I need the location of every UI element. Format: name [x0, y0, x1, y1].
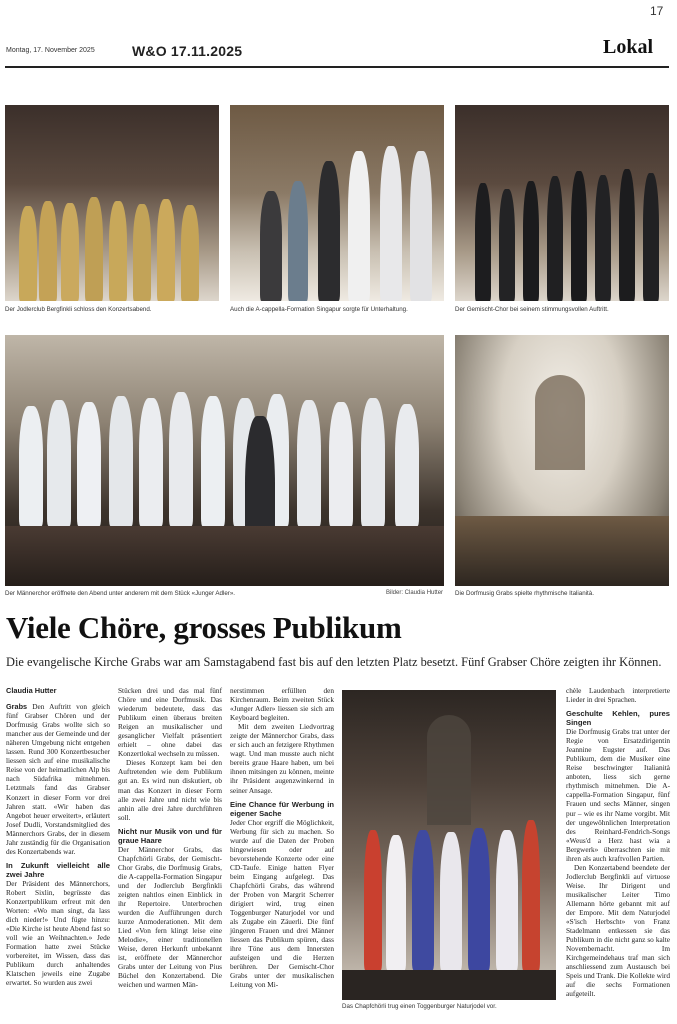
- col2-paragraph-1: Stücken drei und das mal fünf Chöre und eine Dorfmusik. Das wiederum bedeutete, dass das Publikum einen überaus breiten Reigen an musikalischer und gesanglicher Vielfalt präsentiert erhielt – ohne dabei das Konzertlokal wechseln zu müssen.: [118, 686, 222, 759]
- col4-paragraph-3: Den Konzertabend beendete der Jodlerclub Bergfinkli auf virtuose Weise. Ihr Dirigent und musikalischer Leiter Timo Allemann hörte gebannt mit auf der Empore. Mit dem Naturjodel «S'isch Herbscht» von Franz Stadelmann entkessen sie das Publikum in die nicht ganz so kalte Novembernacht. Im Kirchgemeindehaus traf man sich anschliessend zum Austausch bei Speis und Trank. Die Kollekte wird auf die sechs Formationen aufgeteilt.: [566, 862, 670, 999]
- article-column-4: [566, 686, 670, 999]
- col1-paragraph-2: Der Präsident des Männerchors, Robert Sixlin, begrüsste das Konzertpublikum erfreut mit den Worten: «Wo man singt, da lass dich nieder!» Und fügte hinzu: «Die Kirche ist heute Abend fast so voll wie an Weihnachten.» Jede Formation hatte zwei Stücke vorbereitet, im Wissen, dass das Publikum durch anhaltendes Klatschen jeweils eine Zugabe erwartet. So wurden aus zwei: [6, 878, 110, 988]
- col2-subheading: Nicht nur Musik von und für graue Haare: [118, 826, 222, 845]
- edition-label: W&O 17.11.2025: [132, 43, 243, 59]
- col1-paragraph-1: Den Auftritt von gleich fünf Grabser Chören und der Dorfmusig Grabs wollte sich so mancher aus der Gemeinde und der näheren Umgebung nicht entgehen lassen. Rund 300 Konzertbesucher liessen sich auf eine musikalische Reise von der heimatlichen Alp bis nach Südafrika mitnehmen. Letztmals fand das Grabser Konzert in dieser Form vor drei Jahren statt. «Wir haben das Angebot heuer erweitert», erläutert Josef Dudli, Vorstandsmitglied des Männerchors Grabs, der in diesem Jahr zuständig für die Organisation des Konzertabends war.: [6, 702, 110, 856]
- col1-subheading: In Zukunft vielleicht alle zwei Jahre: [6, 860, 110, 879]
- article-column-1: [6, 686, 110, 987]
- caption-chapfchoerli: Das Chapfchörli trug einen Toggenburger Naturjodel vor.: [342, 1003, 497, 1010]
- caption-singapur: Auch die A-cappella-Formation Singapur sorgte für Unterhaltung.: [230, 306, 408, 313]
- photo-credit: Bilder: Claudia Hutter: [386, 590, 444, 596]
- article-lead: Die evangelische Kirche Grabs war am Samstagabend fast bis auf den letzten Platz besetzt. Fünf Grabser Chöre zeigten ihr Können.: [6, 655, 662, 669]
- caption-jodlerclub: Der Jodlerclub Bergfinkli schloss den Konzertsabend.: [5, 306, 152, 313]
- article-headline: Viele Chöre, grosses Publikum: [6, 610, 402, 645]
- photo-chapfchoerli: [342, 690, 556, 1000]
- col4-paragraph-2: Die Dorfmusig Grabs trat unter der Regie von Ersatzdirigentin Jeannine Eugster auf. Das Publikum, dem die Musiker eine Reise beschwingter Italianità anboten, liess sich gerne rhythmisch mitnehmen. Die A-cappella-Formation Singapur, fünf Frauen und sechs Männer, singen pur – wie es ihr Name vorgibt. Mit der ungewöhnlichen Interpretation des Reinhard-Fendrich-Songs «Weus'd a Herz hast wia a Bergwerk» überraschten sie mit ihren als auch kraftvollen Partien.: [566, 727, 670, 863]
- caption-gemischt-chor: Der Gemischt-Chor bei seinem stimmungsvollen Auftritt.: [455, 306, 609, 313]
- article-column-3: [230, 686, 334, 989]
- dateline: Grabs: [6, 702, 28, 712]
- col2-paragraph-2: Dieses Konzept kam bei den Auftretenden wie dem Publikum gut an. Es wird nun diskutiert, ob man das Konzert in dieser Form alle zwei Jahre und nicht wie bis anhin alle drei Jahre durchführen soll.: [118, 758, 222, 822]
- issue-date: Montag, 17. November 2025: [6, 47, 95, 54]
- article-author: Claudia Hutter: [6, 686, 57, 695]
- col3-paragraph-3: Jeder Chor ergriff die Möglichkeit, Werbung für sich zu machen. So wurde auf die Daten der Proben hingewiesen oder auf bevorstehende Konzerte oder eine CD-Taufe. Einige hatten Flyer beim Eingang aufgelegt. Das Chapfchörli Grabs, das während der Proben von Margrit Scherrer dirigiert wird, trug einen Toggenburger Naturjodel vor und als Zugabe ein Zäuerli. Die fünf jüngeren Frauen und drei Männer liessen das Publikum spüren, dass ihre Töne aus dem Innersten aufsteigen und die Herzen berühren. Der Gemischt-Chor Grabs unter der musikalischen Leitung von Mi-: [230, 817, 334, 990]
- photo-gemischt-chor: [455, 105, 669, 301]
- col3-paragraph-2: Mit dem zweiten Liedvortrag zeigte der Männerchor Grabs, dass er sich auch an fetzigere Rhythmen wagt. Und man musste auch nicht bereits graue Haare haben, um bei ihnen mitsingen zu können, meinte ihr Präsident augenzwinkernd in seiner Ansage.: [230, 722, 334, 795]
- col4-subheading: Geschulte Kehlen, pures Singen: [566, 709, 670, 728]
- photo-jodlerclub: [5, 105, 219, 301]
- col4-paragraph-1: chèle Laudenbach interpretierte Lieder in drei Sprachen.: [566, 686, 670, 705]
- col3-paragraph-1: nerstimmen erfüllten den Kirchenraum. Beim zweiten Stück «Junger Adler» liessen sie sich am Keyboard begleiten.: [230, 686, 334, 723]
- page-number: 17: [650, 4, 664, 18]
- caption-dorfmusig: Die Dorfmusig Grabs spielte rhythmische Italianità.: [455, 590, 594, 597]
- photo-singapur: [230, 105, 444, 301]
- col3-subheading: Eine Chance für Werbung in eigener Sache: [230, 799, 334, 818]
- col2-paragraph-3: Der Männerchor Grabs, das Chapfchörli Grabs, der Gemischt-Chor Grabs, die Dorfmusig Grabs, die A-cappella-Formation Singapur und der Jodlerclub Bergfinkli zeigten nahtlos einen Einblick in ihr Repertoire. Unterbrochen wurden die Aufführungen durch kurze Anmoderationen. Mit dem Lied «Von fern klingt leise eine Melodie», einer traditionellen Weise, deren Herkunft unbekannt ist, eröffnete der Männerchor Grabs unter der Leitung von Pius Büchel den Konzertabend. Die weichen und warmen Män-: [118, 844, 222, 990]
- photo-maennerchor: [5, 335, 444, 586]
- header-rule: [5, 66, 669, 68]
- caption-maennerchor: Der Männerchor eröffnete den Abend unter anderem mit dem Stück «Junger Adler».: [5, 590, 235, 597]
- photo-dorfmusig: [455, 335, 669, 586]
- article-column-2: [118, 686, 222, 989]
- section-title: Lokal: [603, 36, 654, 58]
